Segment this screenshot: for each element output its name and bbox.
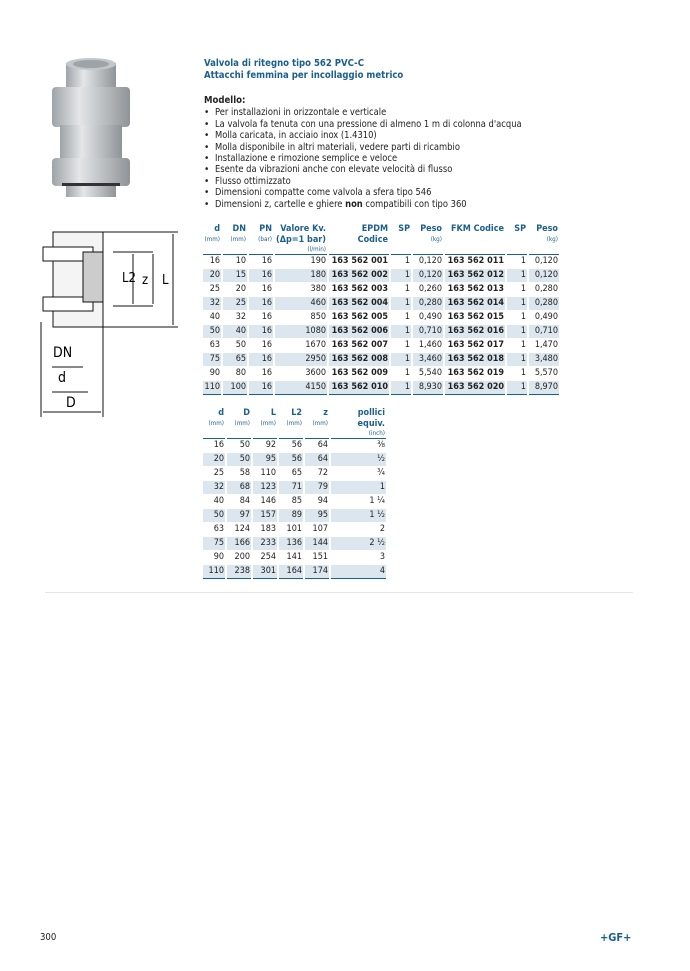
header-unit [330, 245, 388, 254]
table-row [203, 367, 559, 381]
table-cell: 254 [253, 551, 277, 565]
table-cell: 163 562 014 [445, 297, 505, 311]
table-cell: 1 ¼ [331, 495, 386, 509]
table-cell: ½ [331, 453, 386, 467]
table-cell: 40 [203, 495, 225, 509]
table-cell: 163 562 012 [445, 269, 505, 283]
table-cell: 0,120 [413, 255, 443, 269]
table-cell: 163 562 003 [329, 283, 389, 297]
table-cell: 25 [203, 283, 221, 297]
product-title [204, 58, 403, 82]
table-cell: 146 [253, 495, 277, 509]
column-header [223, 224, 247, 255]
table-cell: 180 [275, 269, 327, 283]
label-D: D [66, 395, 76, 411]
table-cell: 58 [227, 467, 251, 481]
table-row [203, 551, 386, 565]
table-cell: 110 [253, 467, 277, 481]
title-line-1: Valvola di ritegno tipo 562 PVC-C [204, 58, 364, 69]
header-label: pollici equiv. [357, 408, 385, 429]
feature-text-pre: Dimensioni z, cartelle e ghiere [215, 198, 346, 210]
table-cell: 100 [223, 381, 247, 395]
table-cell: 0,280 [413, 297, 443, 311]
table-cell: 1,470 [529, 339, 559, 353]
table-cell: 16 [249, 269, 273, 283]
table-cell: ⅜ [331, 439, 386, 453]
table-cell: 1 [507, 311, 527, 325]
header-label: SP [398, 224, 410, 234]
table-cell: 0,490 [413, 311, 443, 325]
table-cell: 40 [203, 311, 221, 325]
table-cell: 1 [507, 297, 527, 311]
table-cell: 1 [507, 269, 527, 283]
header-unit: (mm) [230, 235, 246, 243]
table-cell: 97 [227, 509, 251, 523]
header-unit: (mm) [260, 419, 276, 427]
table-cell: 163 562 006 [329, 325, 389, 339]
table-cell: 95 [305, 509, 329, 523]
table-cell: 1 [391, 339, 411, 353]
table-cell: 80 [223, 367, 247, 381]
table-cell: 16 [249, 325, 273, 339]
feature-item: • Molla disponibile in altri materiali, vedere parti di ricambio [204, 142, 522, 153]
table-row [203, 381, 559, 395]
table-cell: 25 [203, 467, 225, 481]
table-cell: 183 [253, 523, 277, 537]
feature-list [204, 107, 522, 210]
table-cell: 163 562 001 [329, 255, 389, 269]
table-cell: 2 ½ [331, 537, 386, 551]
table-cell: 0,120 [529, 255, 559, 269]
table-cell: 75 [203, 353, 221, 367]
table-cell: 32 [223, 311, 247, 325]
table-cell: 95 [253, 453, 277, 467]
table-cell: 163 562 008 [329, 353, 389, 367]
table-row [203, 537, 386, 551]
table-cell: 1 [507, 255, 527, 269]
table-cell: 50 [203, 325, 221, 339]
table-cell: 50 [223, 339, 247, 353]
header-unit [446, 235, 504, 244]
table-cell: 8,970 [529, 381, 559, 395]
table-row [203, 353, 559, 367]
title-line-2: Attacchi femmina per incollaggio metrico [204, 70, 404, 81]
table-cell: 1 [391, 311, 411, 325]
table-cell: 3600 [275, 367, 327, 381]
table-cell: 5,540 [413, 367, 443, 381]
column-header [529, 224, 559, 255]
header-label: L [270, 408, 276, 418]
table-cell: 65 [223, 353, 247, 367]
table-cell: 85 [279, 495, 303, 509]
column-header [507, 224, 527, 255]
table-cell: 90 [203, 551, 225, 565]
table-cell: 10 [223, 255, 247, 269]
header-label: z [323, 408, 328, 418]
header-unit [508, 235, 526, 244]
table-cell: 141 [279, 551, 303, 565]
table-cell: 1670 [275, 339, 327, 353]
table-cell: 460 [275, 297, 327, 311]
table-cell: 16 [249, 367, 273, 381]
table-cell: 4 [331, 565, 386, 579]
label-d: d [58, 370, 66, 386]
table-cell: 123 [253, 481, 277, 495]
table-cell: 136 [279, 537, 303, 551]
table-cell: 1 [507, 381, 527, 395]
header-label: D [243, 408, 250, 418]
table-cell: 63 [203, 339, 221, 353]
column-header [329, 224, 389, 255]
header-unit: (inch) [368, 430, 385, 437]
table-cell: 1080 [275, 325, 327, 339]
table-cell: 20 [223, 283, 247, 297]
table-cell: 50 [203, 509, 225, 523]
table-cell: 71 [279, 481, 303, 495]
feature-item: • Installazione e rimozione semplice e veloce [204, 153, 522, 164]
table-cell: ¾ [331, 467, 386, 481]
table-cell: 4150 [275, 381, 327, 395]
table-cell: 16 [249, 255, 273, 269]
table-cell: 1 [391, 367, 411, 381]
header-unit: (mm) [204, 235, 220, 243]
table-cell: 65 [279, 467, 303, 481]
column-header [279, 408, 303, 439]
table-cell: 1 [507, 325, 527, 339]
table-cell: 56 [279, 439, 303, 453]
page-number: 300 [40, 932, 57, 943]
table-cell: 16 [249, 311, 273, 325]
header-label: PN [259, 224, 272, 234]
table-cell: 89 [279, 509, 303, 523]
table-row [203, 297, 559, 311]
header-label: DN [232, 224, 246, 234]
table-cell: 163 562 005 [329, 311, 389, 325]
header-unit: (bar) [258, 235, 272, 243]
table-cell: 20 [203, 269, 221, 283]
table-cell: 163 562 015 [445, 311, 505, 325]
table-row [203, 481, 386, 495]
table-row [203, 255, 559, 269]
table-row [203, 495, 386, 509]
table-row [203, 509, 386, 523]
table-cell: 190 [275, 255, 327, 269]
header-unit: (mm) [234, 419, 250, 427]
table-cell: 0,120 [529, 269, 559, 283]
dimension-drawing [38, 222, 188, 417]
model-heading: Modello: [204, 95, 246, 106]
table-cell: 850 [275, 311, 327, 325]
table-cell: 56 [279, 453, 303, 467]
header-unit: (mm) [286, 419, 302, 427]
model-section [204, 95, 522, 210]
column-header [391, 224, 411, 255]
table-cell: 200 [227, 551, 251, 565]
table-cell: 2 [331, 523, 386, 537]
table-row [203, 523, 386, 537]
table-cell: 50 [227, 453, 251, 467]
table-cell: 144 [305, 537, 329, 551]
table-cell: 94 [305, 495, 329, 509]
table-cell: 64 [305, 453, 329, 467]
table-cell: 163 562 002 [329, 269, 389, 283]
table-cell: 166 [227, 537, 251, 551]
table-cell: 163 562 017 [445, 339, 505, 353]
table-cell: 75 [203, 537, 225, 551]
table-cell: 163 562 010 [329, 381, 389, 395]
table-cell: 0,710 [413, 325, 443, 339]
table-cell: 301 [253, 565, 277, 579]
table-cell: 101 [279, 523, 303, 537]
feature-item: • Esente da vibrazioni anche con elevate velocità di flusso [204, 164, 522, 175]
table-cell: 0,280 [529, 283, 559, 297]
divider [45, 592, 633, 593]
table-cell: 163 562 020 [445, 381, 505, 395]
table-cell: 163 562 009 [329, 367, 389, 381]
table-cell: 16 [249, 297, 273, 311]
table-cell: 16 [249, 381, 273, 395]
table-cell: 50 [227, 439, 251, 453]
table-cell: 16 [249, 283, 273, 297]
label-z: z [142, 273, 149, 288]
table-cell: 0,120 [413, 269, 443, 283]
table-cell: 68 [227, 481, 251, 495]
table-cell: 1 ½ [331, 509, 386, 523]
feature-item [204, 199, 522, 210]
header-label: L2 [291, 408, 302, 418]
table-cell: 1 [391, 255, 411, 269]
table-cell: 1 [391, 283, 411, 297]
label-dn: DN [53, 345, 73, 361]
table-cell: 124 [227, 523, 251, 537]
table-cell: 110 [203, 381, 221, 395]
table-cell: 72 [305, 467, 329, 481]
table-cell: 163 562 018 [445, 353, 505, 367]
table-cell: 174 [305, 565, 329, 579]
table-cell: 233 [253, 537, 277, 551]
feature-item: • Per installazioni in orizzontale e verticale [204, 107, 522, 118]
header-label: d [214, 224, 220, 234]
column-header [331, 408, 386, 439]
header-label: FKM Codice [450, 224, 504, 234]
feature-text-post: compatibili con tipo 360 [362, 198, 467, 210]
header-unit [392, 235, 410, 244]
header-unit: (mm) [312, 419, 328, 427]
column-header [445, 224, 505, 255]
table-row [203, 453, 386, 467]
table-cell: 163 562 016 [445, 325, 505, 339]
table-cell: 5,570 [529, 367, 559, 381]
header-unit: (mm) [208, 419, 224, 427]
table-cell: 1 [331, 481, 386, 495]
header-label: Peso [536, 224, 558, 234]
table-cell: 16 [249, 339, 273, 353]
feature-item: • La valvola fa tenuta con una pressione di almeno 1 m di colonna d'acqua [204, 119, 522, 130]
table-row [203, 283, 559, 297]
table-cell: 3,480 [529, 353, 559, 367]
header-unit: (l/min) [307, 246, 326, 253]
label-L2: L2 [122, 271, 136, 286]
column-header [253, 408, 277, 439]
table-cell: 164 [279, 565, 303, 579]
table-cell: 1,460 [413, 339, 443, 353]
table-row [203, 311, 559, 325]
table-cell: 163 562 019 [445, 367, 505, 381]
table-cell: 0,490 [529, 311, 559, 325]
table-cell: 3,460 [413, 353, 443, 367]
product-codes-table [201, 224, 561, 395]
table-cell: 25 [223, 297, 247, 311]
label-L: L [162, 273, 169, 288]
table-cell: 90 [203, 367, 221, 381]
header-label: Valore Kv. (Δp=1 bar) [276, 224, 326, 245]
table-row [203, 565, 386, 579]
table-row [203, 339, 559, 353]
table-cell: 1 [507, 339, 527, 353]
table-cell: 79 [305, 481, 329, 495]
table-cell: 107 [305, 523, 329, 537]
valve-photo [40, 55, 150, 200]
feature-item: • Flusso ottimizzato [204, 176, 522, 187]
column-header [275, 224, 327, 255]
table-cell: 84 [227, 495, 251, 509]
header-label: SP [514, 224, 526, 234]
table-cell: 110 [203, 565, 225, 579]
column-header [227, 408, 251, 439]
table-cell: 157 [253, 509, 277, 523]
feature-item: • Dimensioni compatte come valvola a sfera tipo 546 [204, 187, 522, 198]
table-cell: 92 [253, 439, 277, 453]
table-cell: 20 [203, 453, 225, 467]
table-cell: 163 562 011 [445, 255, 505, 269]
table-cell: 151 [305, 551, 329, 565]
feature-text-bold: non [345, 198, 363, 210]
table-cell: 0,260 [413, 283, 443, 297]
table-cell: 16 [203, 255, 221, 269]
table-cell: 163 562 013 [445, 283, 505, 297]
table-cell: 1 [391, 297, 411, 311]
table-cell: 163 562 004 [329, 297, 389, 311]
column-header [203, 224, 221, 255]
header-label: Peso [420, 224, 442, 234]
table-cell: 1 [391, 353, 411, 367]
column-header [249, 224, 273, 255]
table-row [203, 439, 386, 453]
table-cell: 32 [203, 297, 221, 311]
header-unit: (kg) [430, 235, 442, 243]
table-cell: 1 [391, 269, 411, 283]
dimensions-table [201, 408, 388, 579]
table-cell: 15 [223, 269, 247, 283]
table-cell: 32 [203, 481, 225, 495]
table-cell: 1 [507, 353, 527, 367]
header-label: d [218, 408, 224, 418]
table-cell: 40 [223, 325, 247, 339]
table-cell: 1 [391, 325, 411, 339]
table-cell: 163 562 007 [329, 339, 389, 353]
header-label: EPDM Codice [357, 224, 388, 245]
gf-logo: +GF+ [600, 931, 632, 944]
table-row [203, 467, 386, 481]
column-header [203, 408, 225, 439]
table-cell: 380 [275, 283, 327, 297]
table-cell: 63 [203, 523, 225, 537]
table-cell: 16 [203, 439, 225, 453]
table-cell: 16 [249, 353, 273, 367]
table-cell: 0,280 [529, 297, 559, 311]
table-cell: 1 [391, 381, 411, 395]
table-cell: 1 [507, 367, 527, 381]
header-unit: (kg) [546, 235, 558, 243]
column-header [305, 408, 329, 439]
table-cell: 2950 [275, 353, 327, 367]
table-cell: 3 [331, 551, 386, 565]
table-cell: 238 [227, 565, 251, 579]
table-cell: 1 [507, 283, 527, 297]
table-cell: 0,710 [529, 325, 559, 339]
feature-item: • Molla caricata, in acciaio inox (1.4310) [204, 130, 522, 141]
table-row [203, 269, 559, 283]
table-cell: 64 [305, 439, 329, 453]
column-header [413, 224, 443, 255]
table-cell: 8,930 [413, 381, 443, 395]
table-row [203, 325, 559, 339]
